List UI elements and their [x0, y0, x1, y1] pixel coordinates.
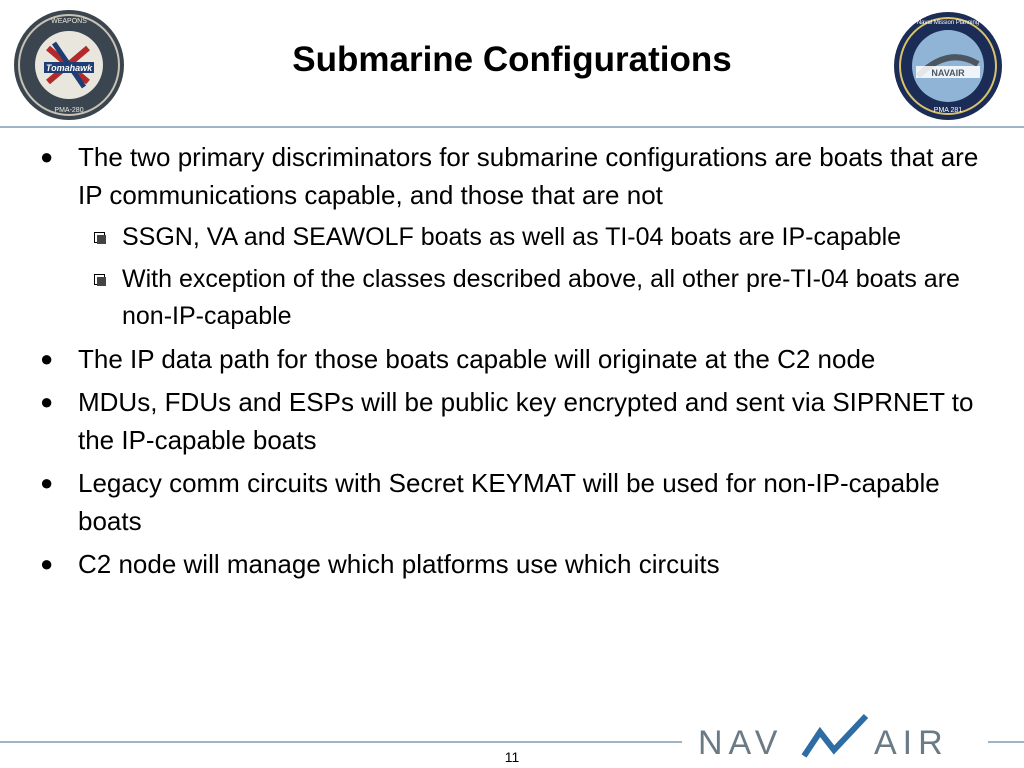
svg-text:WEAPONS: WEAPONS: [51, 18, 87, 25]
slide-content: [36, 138, 1006, 588]
bullet-item: [36, 340, 1006, 378]
sub-bullet-text: SSGN, VA and SEAWOLF boats as well as TI-04 boats are IP-capable: [122, 223, 902, 251]
svg-text:Tomahawk: Tomahawk: [45, 63, 93, 73]
bullet-dot-icon: ●: [40, 346, 54, 371]
bullet-text: The two primary discriminators for submarine configurations are boats that are IP communications capable, and those that are not: [78, 142, 979, 210]
bullet-text: C2 node will manage which platforms use which circuits: [78, 549, 720, 579]
page-number: 11: [504, 749, 520, 765]
page-title: Submarine Configurations: [292, 40, 732, 79]
footer-divider-right: [988, 741, 1024, 743]
svg-text:PMA 281: PMA 281: [933, 107, 963, 114]
footer-divider-left: [0, 741, 682, 743]
bullet-dot-icon: ●: [40, 389, 54, 414]
bullet-text: MDUs, FDUs and ESPs will be public key encrypted and sent via SIPRNET to the IP-capable boats: [78, 387, 974, 455]
bullet-item: [36, 464, 1006, 540]
svg-text:PMA-280: PMA-280: [54, 107, 84, 114]
bullet-dot-icon: ●: [40, 470, 54, 495]
svg-text:NAV: NAV: [698, 724, 784, 762]
bullet-text: The IP data path for those boats capable will originate at the C2 node: [78, 344, 876, 374]
sub-bullet-item: [36, 219, 1006, 256]
bullet-item: [36, 545, 1006, 583]
sub-bullet-text: With exception of the classes described above, all other pre-TI-04 boats are non-IP-capable: [122, 265, 960, 330]
svg-text:NAVAIR: NAVAIR: [931, 68, 965, 78]
square-bullet-icon: [94, 274, 105, 285]
navair-logo-icon: [696, 712, 976, 764]
bullet-dot-icon: ●: [40, 144, 54, 169]
bullet-dot-icon: ●: [40, 551, 54, 576]
bullet-item: [36, 383, 1006, 459]
square-bullet-icon: [94, 232, 105, 243]
naval-mission-planning-seal-icon: [892, 10, 1004, 122]
sub-bullet-item: [36, 261, 1006, 335]
svg-text:AIR: AIR: [874, 724, 949, 762]
bullet-text: Legacy comm circuits with Secret KEYMAT will be used for non-IP-capable boats: [78, 468, 940, 536]
svg-text:Naval Mission Planning: Naval Mission Planning: [916, 20, 980, 26]
bullet-item: [36, 138, 1006, 214]
header-divider: [0, 126, 1024, 128]
